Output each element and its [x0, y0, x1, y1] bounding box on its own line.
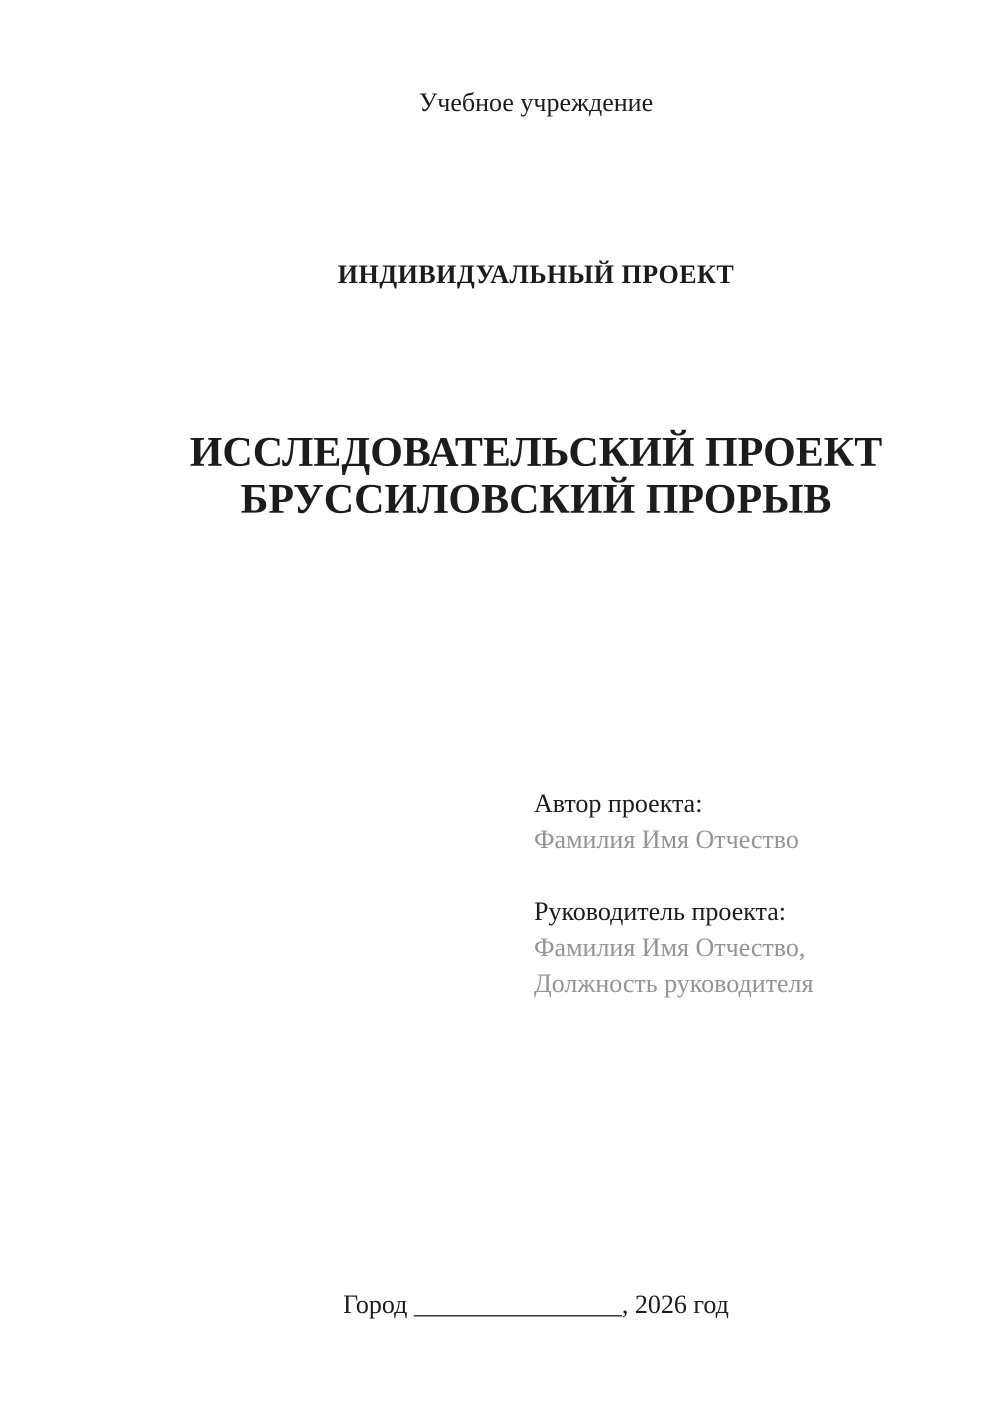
project-title	[143, 430, 929, 524]
credits-section	[534, 786, 813, 1002]
project-type-heading: ИНДИВИДУАЛЬНЫЙ ПРОЕКТ	[337, 260, 735, 289]
supervisor-position-placeholder: Должность руководителя	[534, 969, 814, 998]
institution-line: Учебное учреждение	[418, 88, 654, 117]
year-text: , 2026 год	[621, 1290, 729, 1319]
footer-line	[143, 1289, 929, 1321]
city-blank-line: ________________	[413, 1290, 622, 1319]
project-title-line1: ИССЛЕДОВАТЕЛЬСКИЙ ПРОЕКТ	[189, 430, 883, 476]
project-title-line2: БРУССИЛОВСКИЙ ПРОРЫВ	[240, 477, 832, 523]
city-label: Город	[343, 1290, 408, 1319]
supervisor-label: Руководитель проекта:	[534, 897, 787, 926]
author-name-placeholder: Фамилия Имя Отчество	[534, 825, 799, 854]
author-label: Автор проекта:	[534, 789, 703, 818]
credits-spacer	[534, 858, 813, 894]
supervisor-name-placeholder: Фамилия Имя Отчество,	[534, 933, 806, 962]
